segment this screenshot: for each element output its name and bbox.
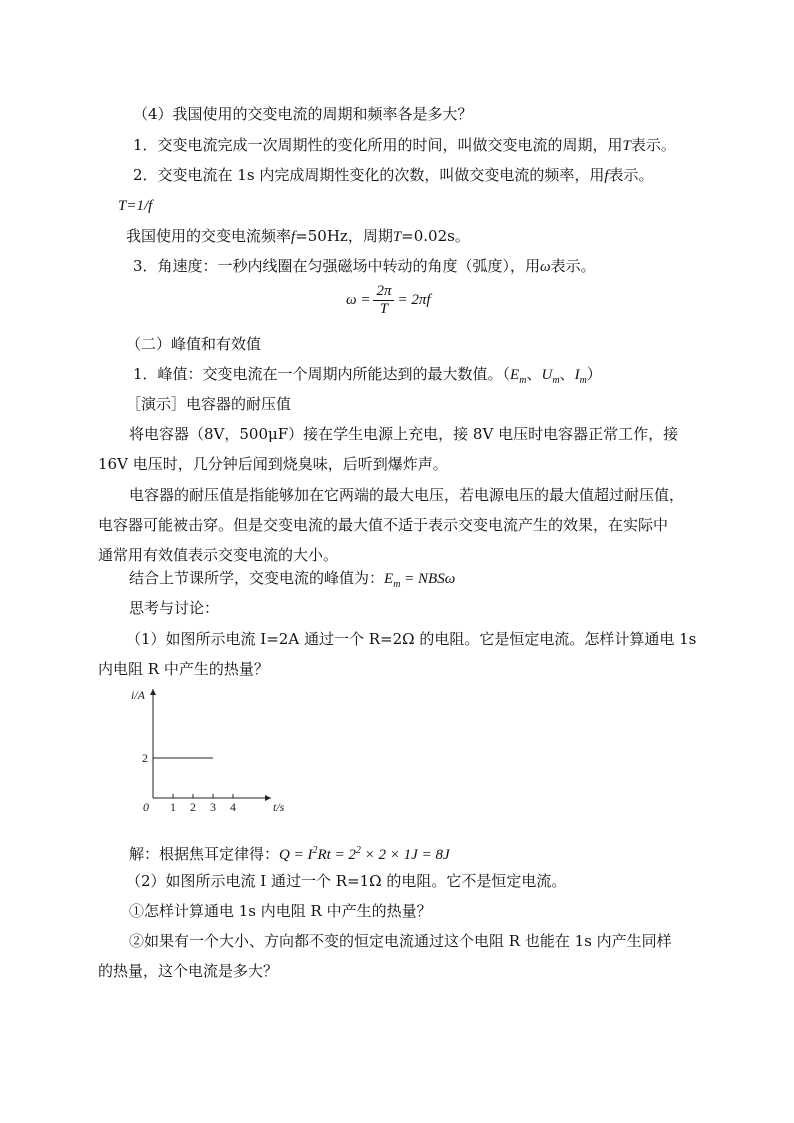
cn-period-symbol: T [392,229,402,245]
discussion-heading: 思考与讨论： [129,599,220,617]
omega-def-text-b: 表示。 [550,257,596,275]
omega-denominator: T [379,301,389,318]
capacitor-paragraph-line-1: 电容器的耐压值是指能够加在它两端的最大电压，若电源电压的最大值超过耐压值， [129,486,685,504]
frequency-definition [133,165,654,186]
demo-paragraph-line-2: 16V 电压时，几分钟后闻到烧臭味，后听到爆炸声。 [98,455,448,473]
period-definition [133,135,676,156]
china-frequency [126,226,470,247]
x-axis-label: t/s [273,800,285,814]
freq-def-text-a: 2．交变电流在 1s 内完成周期性变化的次数，叫做交变电流的频率，用 [133,166,605,184]
peak-I: $I_m$ [574,367,587,386]
current-time-graph-svg [128,683,288,817]
question-1-line-1: （1）如图所示电流 I=2A 通过一个 R=2Ω 的电阻。它是恒定电流。怎样计算通电 1s [126,630,697,648]
y-axis-label: i/A [131,688,145,702]
period-frequency-relation: T=1/f [118,198,153,214]
x-axis-arrow [265,795,271,801]
question-2: （2）如图所示电流 I 通过一个 R=1Ω 的电阻。它不是恒定电流。 [126,872,567,890]
period-def-text-b: 表示。 [630,136,676,154]
omega-fraction [373,283,394,318]
section-heading-peak: （二）峰值和有效值 [126,335,262,353]
omega-def-text-a: 3．角速度：一秒内线圈在匀强磁场中转动的角度（弧度），用 [133,257,541,275]
capacitor-paragraph-line-2: 电容器可能被击穿。但是交变电流的最大值不适于表示交变电流产生的效果，在实际中 [98,516,669,534]
cn-freq-symbol: f [291,229,296,245]
question-2-part-2-line-1: ②如果有一个大小、方向都不变的恒定电流通过这个电阻 R 也能在 1s 内产生同样 [129,932,672,950]
omega-symbol: ω [540,259,551,275]
demo-heading: ［演示］电容器的耐压值 [126,395,292,413]
x-tick-label-3: 3 [210,800,216,814]
period-symbol: T [622,138,631,154]
peak-sep-2: 、 [559,365,575,383]
x-tick-label-1: 1 [170,800,176,814]
cn-freq-text-c: =50Hz，周期 [295,227,393,245]
peak-definition [133,364,602,391]
peak-sep-1: 、 [526,365,542,383]
peak-formula-line [129,568,455,595]
peak-formula-E: $E_m$ [384,571,401,590]
capacitor-paragraph-line-3: 通常用有效值表示交变电流的大小。 [98,546,339,564]
freq-def-text-b: 表示。 [608,166,654,184]
demo-paragraph-line-1: 将电容器（8V，500μF）接在学生电源上充电，接 8V 电压时电容器正常工作，接 [129,425,679,443]
question-4: （4）我国使用的交变电流的周期和频率各是多大？ [133,105,473,123]
current-time-graph [128,683,288,821]
question-2-part-1: ①怎样计算通电 1s 内电阻 R 中产生的热量？ [129,902,432,920]
omega-formula [346,282,431,318]
solution-text: 解：根据焦耳定律得： [129,845,280,863]
question-2-part-2-line-2: 的热量，这个电流是多大？ [98,962,279,980]
omega-numerator: 2π [373,283,394,301]
freq-symbol: f [604,168,609,184]
origin-label: 0 [143,800,149,814]
cn-freq-text-a: 我国使用的交变电流频率 [126,227,292,245]
y-tick-label-2: 2 [142,751,148,765]
solution-formula: $Q = I^2Rt = 2^2 \times 2 \times 1J = 8J$ [279,845,450,863]
peak-U: $U_m$ [541,367,560,386]
omega-rhs: = 2πf [397,292,431,308]
x-tick-label-2: 2 [190,800,196,814]
question-1-line-2: 内电阻 R 中产生的热量？ [98,660,269,678]
omega-lhs: ω = [346,292,371,308]
peak-def-text-b: ） [586,365,602,383]
solution-line [129,841,450,865]
peak-E: $E_m$ [510,367,527,386]
x-tick-label-4: 4 [230,800,236,814]
peak-formula-text: 结合上节课所学，交变电流的峰值为： [129,569,385,587]
cn-freq-text-e: =0.02s。 [401,227,470,245]
y-axis-arrow [150,689,156,695]
peak-def-text-a: 1．峰值：交变电流在一个周期内所能达到的最大数值。（ [133,365,511,383]
period-def-text-a: 1．交变电流完成一次周期性的变化所用的时间，叫做交变电流的周期，用 [133,136,623,154]
peak-formula-rhs: = NBSω [400,571,456,587]
angular-velocity-definition [133,256,596,277]
